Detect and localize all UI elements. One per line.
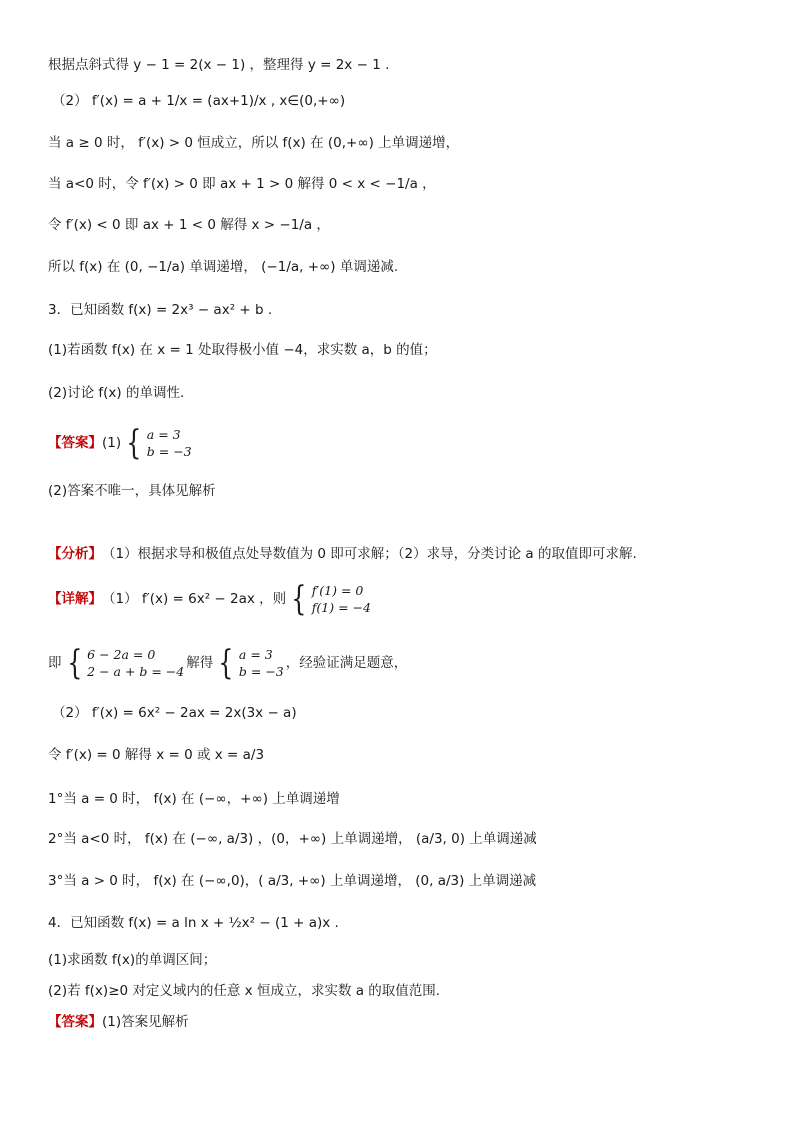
problem-4-part1: (1)求函数 f(x)的单调区间； (48, 952, 217, 968)
critical-points: 令 f′(x) = 0 解得 x = 0 或 x = a/3 (48, 747, 265, 763)
problem-3-statement: 3．已知函数 f(x) = 2x³ − ax² + b . (48, 302, 273, 318)
problem-3-part2: (2)讨论 f(x) 的单调性. (48, 385, 185, 401)
solve-system-line: 即 { 6 − 2a = 0 2 − a + b = −4 解得 { a = 3 b = −3 ，经验证满足题意， (48, 643, 408, 683)
case-3: 3°当 a > 0 时， f(x) 在 (−∞,0)，( a/3, +∞) 上单调递增， (0, a/3) 上单调递减 (48, 873, 537, 889)
problem-4-statement: 4．已知函数 f(x) = a ln x + ½x² − (1 + a)x . (48, 915, 339, 931)
problem-4-part2: (2)若 f(x)≥0 对定义域内的任意 x 恒成立，求实数 a 的取值范围. (48, 983, 441, 999)
answer-system: { a = 3 b = −3 (126, 423, 192, 463)
line-point-slope: 根据点斜式得 y − 1 = 2(x − 1) ，整理得 y = 2x − 1 . (48, 57, 390, 73)
problem-3-part1: (1)若函数 f(x) 在 x = 1 处取得极小值 −4，求实数 a，b 的值； (48, 342, 437, 358)
line-derivative-part2: （2） f′(x) = a + 1/x = (ax+1)/x , x∈(0,+∞) (52, 93, 346, 109)
answer-3-part2: (2)答案不唯一，具体见解析 (48, 483, 216, 499)
analysis-tag: 【分析】 (48, 546, 102, 562)
line-case-a-nonneg: 当 a ≥ 0 时， f′(x) > 0 恒成立，所以 f(x) 在 (0,+∞) 上单调递增， (48, 135, 460, 151)
detail-tag: 【详解】 (48, 591, 102, 607)
equation-system: { 6 − 2a = 0 2 − a + b = −4 (66, 643, 185, 683)
line-decreasing-condition: 令 f′(x) < 0 即 ax + 1 < 0 解得 x > −1/a ， (48, 217, 330, 233)
case-2: 2°当 a<0 时， f(x) 在 (−∞, a/3) ，(0，+∞) 上单调递增， (a/3, 0) 上单调递减 (48, 831, 537, 847)
solution-system: { a = 3 b = −3 (218, 643, 284, 683)
derivative-factored: （2） f′(x) = 6x² − 2ax = 2x(3x − a) (52, 705, 297, 721)
case-1: 1°当 a = 0 时， f(x) 在 (−∞，+∞) 上单调递增 (48, 791, 340, 807)
detail-3-part1: 【详解】 （1） f′(x) = 6x² − 2ax ，则 { f′(1) = 0 f(1) = −4 (48, 579, 371, 619)
line-monotonic-summary: 所以 f(x) 在 (0, −1/a) 单调递增， (−1/a, +∞) 单调递减. (48, 259, 399, 275)
answer-tag: 【答案】 (48, 435, 102, 451)
analysis-3: 【分析】 （1）根据求导和极值点处导数值为 0 即可求解；（2）求导，分类讨论 a 的取值即可求解. (48, 546, 637, 562)
answer-4: 【答案】 (1)答案见解析 (48, 1014, 189, 1030)
condition-system: { f′(1) = 0 f(1) = −4 (291, 579, 371, 619)
answer-3: 【答案】 (1) { a = 3 b = −3 (48, 423, 192, 463)
line-case-a-neg: 当 a<0 时，令 f′(x) > 0 即 ax + 1 > 0 解得 0 < x < −1/a ， (48, 176, 436, 192)
answer-4-tag: 【答案】 (48, 1014, 102, 1030)
